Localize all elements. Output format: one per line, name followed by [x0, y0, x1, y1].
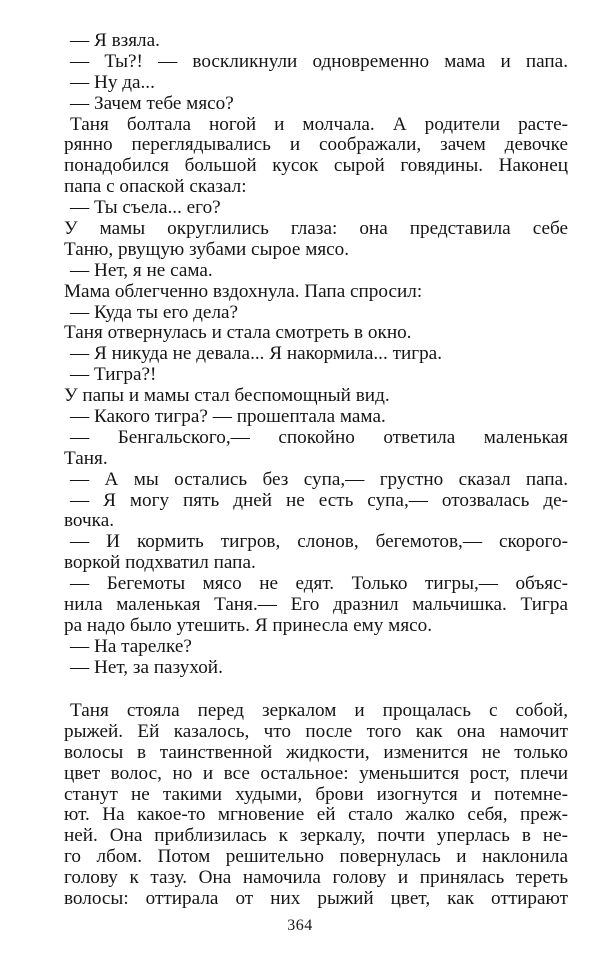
text-line: Таня болтала ногой и молчала. А родители расте- [70, 113, 568, 135]
text-line: рянно переглядывались и соображали, зачем девочке [64, 134, 568, 156]
text-line: — Куда ты его дела? [70, 301, 239, 323]
text-line: станут не такими худыми, брови изогнутся и потемне- [64, 783, 568, 805]
text-line: — Я взяла. [70, 30, 160, 51]
text-line: У папы и мамы стал беспомощный вид. [64, 385, 390, 407]
text-line: волосы в таинственной жидкости, изменится не только [64, 741, 568, 763]
text-line: Мама облегченно вздохнула. Папа спросил: [64, 280, 423, 302]
text-line: голову к тазу. Она намочила голову и принялась тереть [64, 867, 568, 889]
text-line: — Нет, я не сама. [70, 259, 213, 281]
text-line: цвет волос, но и все остальное: уменьшится рост, плечи [64, 762, 568, 784]
text-line: ра надо было утешить. Я принесла ему мясо. [64, 614, 433, 636]
text-line: — Я никуда не девала... Я накормила... тигра. [70, 343, 442, 365]
text-line: рыжей. Ей казалось, что после того как она намочит [64, 720, 568, 742]
text-line: понадобился большой кусок сырой говядины. Наконец [64, 155, 568, 177]
text-line: — Ты?! — воскликнули одновременно мама и папа. [70, 50, 568, 72]
text-line: — На тарелке? [70, 635, 192, 657]
text-line: — Какого тигра? — прошептала мама. [70, 406, 386, 428]
text-line: — Бегемоты мясо не едят. Только тигры,— объяс- [70, 573, 568, 595]
text-line: Таня отвернулась и стала смотреть в окно. [64, 322, 412, 344]
text-line: ней. Она приблизилась к зеркалу, почти уперлась в не- [64, 825, 568, 847]
text-line: — И кормить тигров, слонов, бегемотов,— скорого- [70, 531, 568, 553]
text-line: ют. На какое-то мгновение ей стало жалко себя, преж- [64, 804, 568, 826]
text-line: — Зачем тебе мясо? [70, 92, 234, 114]
text-line: Таню, рвущую зубами сырое мясо. [64, 238, 350, 260]
text-line: — Нет, за пазухой. [70, 656, 223, 678]
text-line: папа с опаской сказал: [64, 176, 247, 198]
text-line: — Ну да... [70, 71, 155, 93]
text-line: Таня. [64, 447, 108, 469]
text-line: волосы: оттирала от них рыжий цвет, как оттирают [64, 888, 568, 910]
text-line: нила маленькая Таня.— Его дразнил мальчишка. Тигра [64, 594, 568, 616]
text-line: — Ты съела... его? [70, 197, 221, 219]
text-line: воркой подхватил папа. [64, 552, 256, 574]
dialogue-section [64, 31, 568, 679]
text-line: — А мы остались без супа,— грустно сказал папа. [70, 468, 568, 490]
text-line: го лбом. Потом решительно повернулась и наклонила [64, 846, 568, 868]
paragraph-section [64, 701, 568, 910]
text-line: — Я могу пять дней не есть супа,— отозвалась де- [70, 489, 568, 511]
text-line: У мамы округлились глаза: она представила себе [64, 218, 568, 240]
text-line: вочка. [64, 510, 115, 532]
text-line: — Тигра?! [70, 364, 157, 386]
text-line: Таня стояла перед зеркалом и прощалась с собой, [70, 700, 568, 721]
text-line: — Бенгальского,— спокойно ответила маленькая [70, 426, 568, 448]
page-number: 364 [287, 917, 313, 934]
